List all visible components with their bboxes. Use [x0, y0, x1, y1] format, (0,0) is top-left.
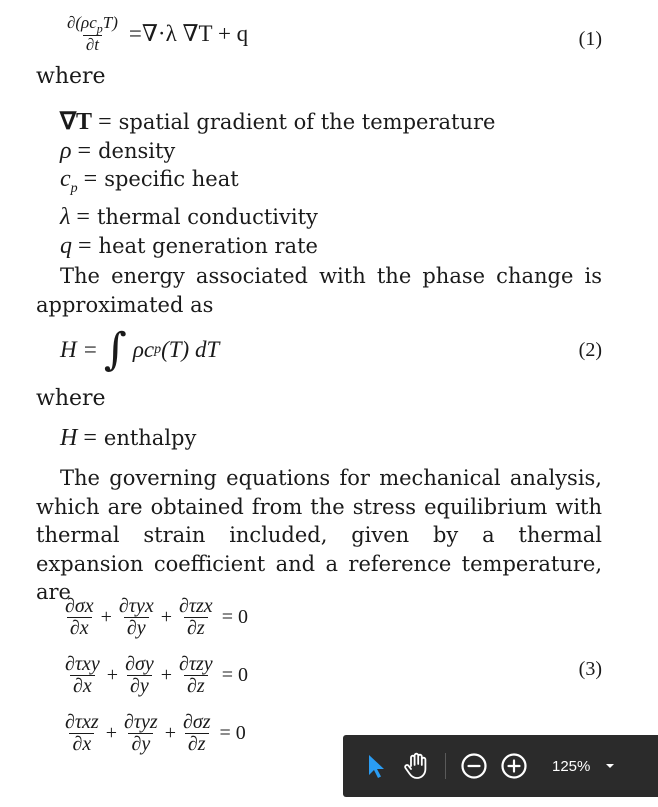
def-symbol: λ [60, 204, 71, 231]
def-equals: = [77, 137, 92, 164]
eq1-num-text: ∂(ρc [67, 13, 97, 32]
def-equals: = [78, 232, 92, 259]
eq3-row: $\frac{\partial\sigma x}{\partial x}$ + $\frac{\text{∂τyx}}{\partial y}$ + $\frac{\text{∂τzx}}{\partial z}$ = 0 [65, 594, 248, 639]
dropdown-caret-icon [604, 762, 616, 770]
eq1-lhs-fraction [64, 14, 121, 54]
toolbar-divider [445, 753, 446, 779]
def-symbol: q [60, 232, 72, 259]
hand-pan-icon [403, 751, 431, 781]
eq1-rhs: =∇·λ ∇T + q [128, 20, 249, 46]
equation-1-number: (1) [578, 28, 602, 50]
zoom-in-button[interactable] [494, 746, 534, 786]
definition-row [60, 203, 495, 232]
def-symbol: H [60, 425, 78, 451]
where-label-1: where [36, 64, 106, 89]
definition-row [60, 137, 495, 166]
definition-row [60, 165, 495, 203]
def-text: enthalpy [103, 426, 197, 450]
viewer-toolbar [343, 735, 658, 797]
zoom-out-button[interactable] [454, 746, 494, 786]
eq1-num-sub: p [96, 21, 103, 36]
def-text: specific heat [104, 167, 239, 191]
def-text: thermal conductivity [96, 205, 318, 230]
def-text: heat generation rate [98, 233, 318, 258]
select-tool-button[interactable] [357, 746, 397, 786]
def-symbol: ∇T [60, 109, 93, 135]
zoom-level-value[interactable]: 125% [552, 757, 591, 775]
equation-3 [58, 588, 248, 762]
eq1-denominator: ∂t [83, 35, 102, 54]
equation-1 [60, 14, 602, 54]
equation-3-number: (3) [578, 658, 602, 680]
def-equals: = [76, 204, 90, 231]
zoom-dropdown-button[interactable] [604, 757, 616, 775]
def-text: density [98, 138, 176, 163]
zoom-in-icon [500, 752, 528, 780]
where-label-2: where [36, 386, 106, 411]
zoom-out-icon [460, 752, 488, 780]
def-equals: = [98, 109, 112, 135]
paragraph-phase-change [36, 262, 602, 319]
eq2-integrand-sub: p [154, 342, 162, 357]
integral-sign: ∫ [103, 324, 127, 375]
def-symbol: $c_p$ [60, 166, 78, 196]
eq1-num-end: T) [102, 13, 118, 32]
def-equals: = [83, 425, 97, 451]
paragraph-governing-equations [36, 464, 602, 607]
equation-2-number: (2) [578, 339, 602, 361]
def-equals: = [83, 166, 98, 192]
eq3-row: $\frac{\text{∂τxz}}{\partial x}$ + $\frac{\text{∂τyz}}{\partial y}$ + $\frac{\partial\sigma z}{\partial z}$ = 0 [65, 710, 246, 755]
eq2-lhs: H = [60, 337, 98, 362]
paragraph-text: The energy associated with the phase change is approximated as [36, 264, 602, 317]
definition-enthalpy [60, 424, 196, 453]
select-pointer-icon [366, 753, 388, 779]
definition-row [60, 108, 495, 137]
equation-2 [60, 324, 602, 375]
definitions-list [60, 108, 495, 260]
def-symbol: ρ [60, 137, 72, 164]
def-text: spatial gradient of the temperature [118, 110, 496, 134]
eq2-integrand: ρc [132, 337, 155, 362]
paragraph-text: The governing equations for mechanical analysis, which are obtained from the stress equilibrium with thermal strain included, given by a thermal expansion coefficient and a reference temperature, are [36, 466, 602, 604]
pan-tool-button[interactable] [397, 746, 437, 786]
definition-row [60, 232, 495, 261]
eq3-row: $\frac{\text{∂τxy}}{\partial x}$ + $\frac{\partial\sigma y}{\partial y}$ + $\frac{\text{∂τzy}}{\partial z}$ = 0 [65, 652, 248, 697]
eq2-integrand-end: (T) dT [161, 337, 220, 362]
